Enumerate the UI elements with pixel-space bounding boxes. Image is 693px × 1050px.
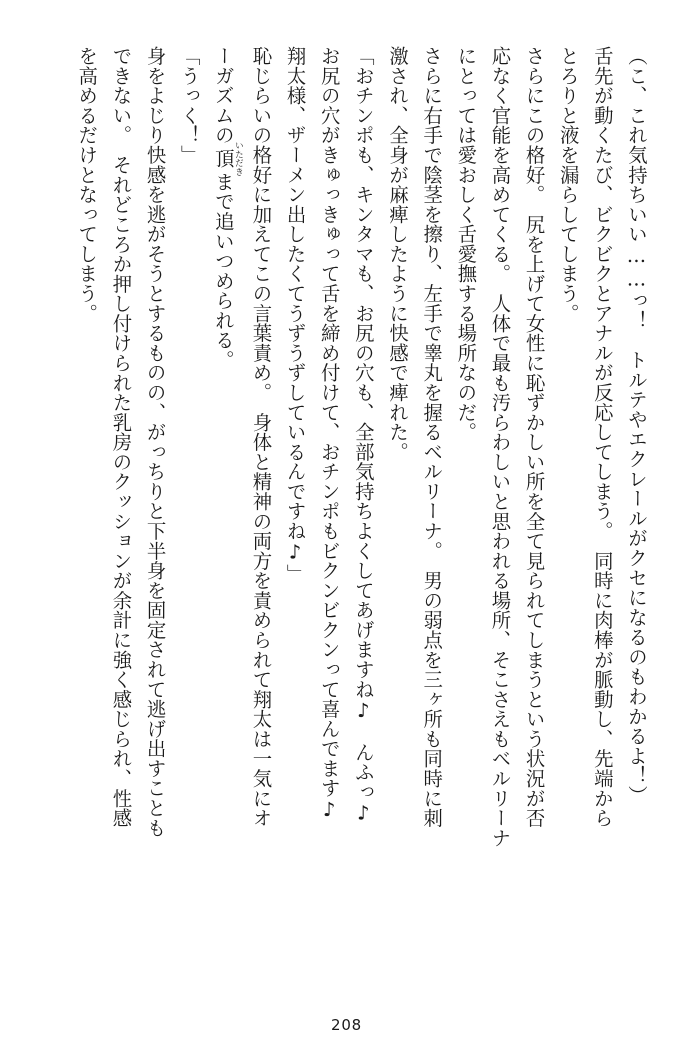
paragraph: 「おチンポも、キンタマも、お尻の穴も、全部気持ちよくしてあげますね♪ んふっ♪ bbox=[351, 46, 375, 825]
paragraph: 「うっく！」 bbox=[177, 46, 201, 165]
paragraph: を高めるだけとなってしまう。 bbox=[75, 46, 99, 324]
paragraph: お尻の穴がきゅっきゅって舌を締め付けて、おチンポもビクンビクンって喜んでます♪ bbox=[317, 46, 341, 822]
paragraph: 激され、全身が麻痺したように快感で痺れた。 bbox=[386, 46, 410, 462]
ruby-prefix: ーガズムの bbox=[211, 46, 235, 145]
paragraph: さらにこの格好。 尻を上げて女性に恥ずかしい所を全て見られてしまうという状況が否 bbox=[522, 46, 546, 828]
paragraph: 恥じらいの格好に加えてこの言葉責め。 身体と精神の両方を責められて翔太は一気にオ bbox=[249, 46, 273, 828]
paragraph: 応なく官能を高めてくる。 人体で最も汚らわしいと思われる場所、そこさえもベルリーナ bbox=[488, 46, 512, 848]
vertical-text-body bbox=[40, 46, 653, 986]
paragraph: にとっては愛おしく舌愛撫する場所なのだ。 bbox=[454, 46, 478, 442]
paragraph-with-ruby bbox=[206, 46, 244, 986]
paragraph: とろりと液を漏らしてしまう。 bbox=[556, 46, 580, 324]
paragraph: 翔太様、ザーメン出したくてうずうずしているんですね♪」 bbox=[283, 46, 307, 584]
paragraph: できない。 それどころか押し付けられた乳房のクッションが余計に強く感じられ、性感 bbox=[109, 46, 133, 828]
paragraph: さらに右手で陰茎を擦り、左手で睾丸を握るベルリーナ。 男の弱点を三ヶ所も同時に刺 bbox=[420, 46, 444, 828]
paragraph: 身をよじり快感を逃がそうとするものの、がっちりと下半身を固定されて逃げ出すことも bbox=[143, 46, 167, 838]
ruby-itadaki bbox=[211, 140, 244, 176]
paragraph: （こ、これ気持ちいい……っ！ トルテやエクレールがクセになるのもわかるよ！） bbox=[625, 46, 648, 806]
ruby-base: 頂 bbox=[211, 140, 235, 176]
ruby-reading: いただき bbox=[233, 140, 244, 176]
page-number: 208 bbox=[331, 1016, 362, 1034]
paragraph: 舌先が動くたび、ビクビクとアナルが反応してしまう。 同時に肉棒が脈動し、先端から bbox=[590, 46, 614, 828]
ruby-suffix: まで追いつめられる。 bbox=[211, 171, 235, 370]
